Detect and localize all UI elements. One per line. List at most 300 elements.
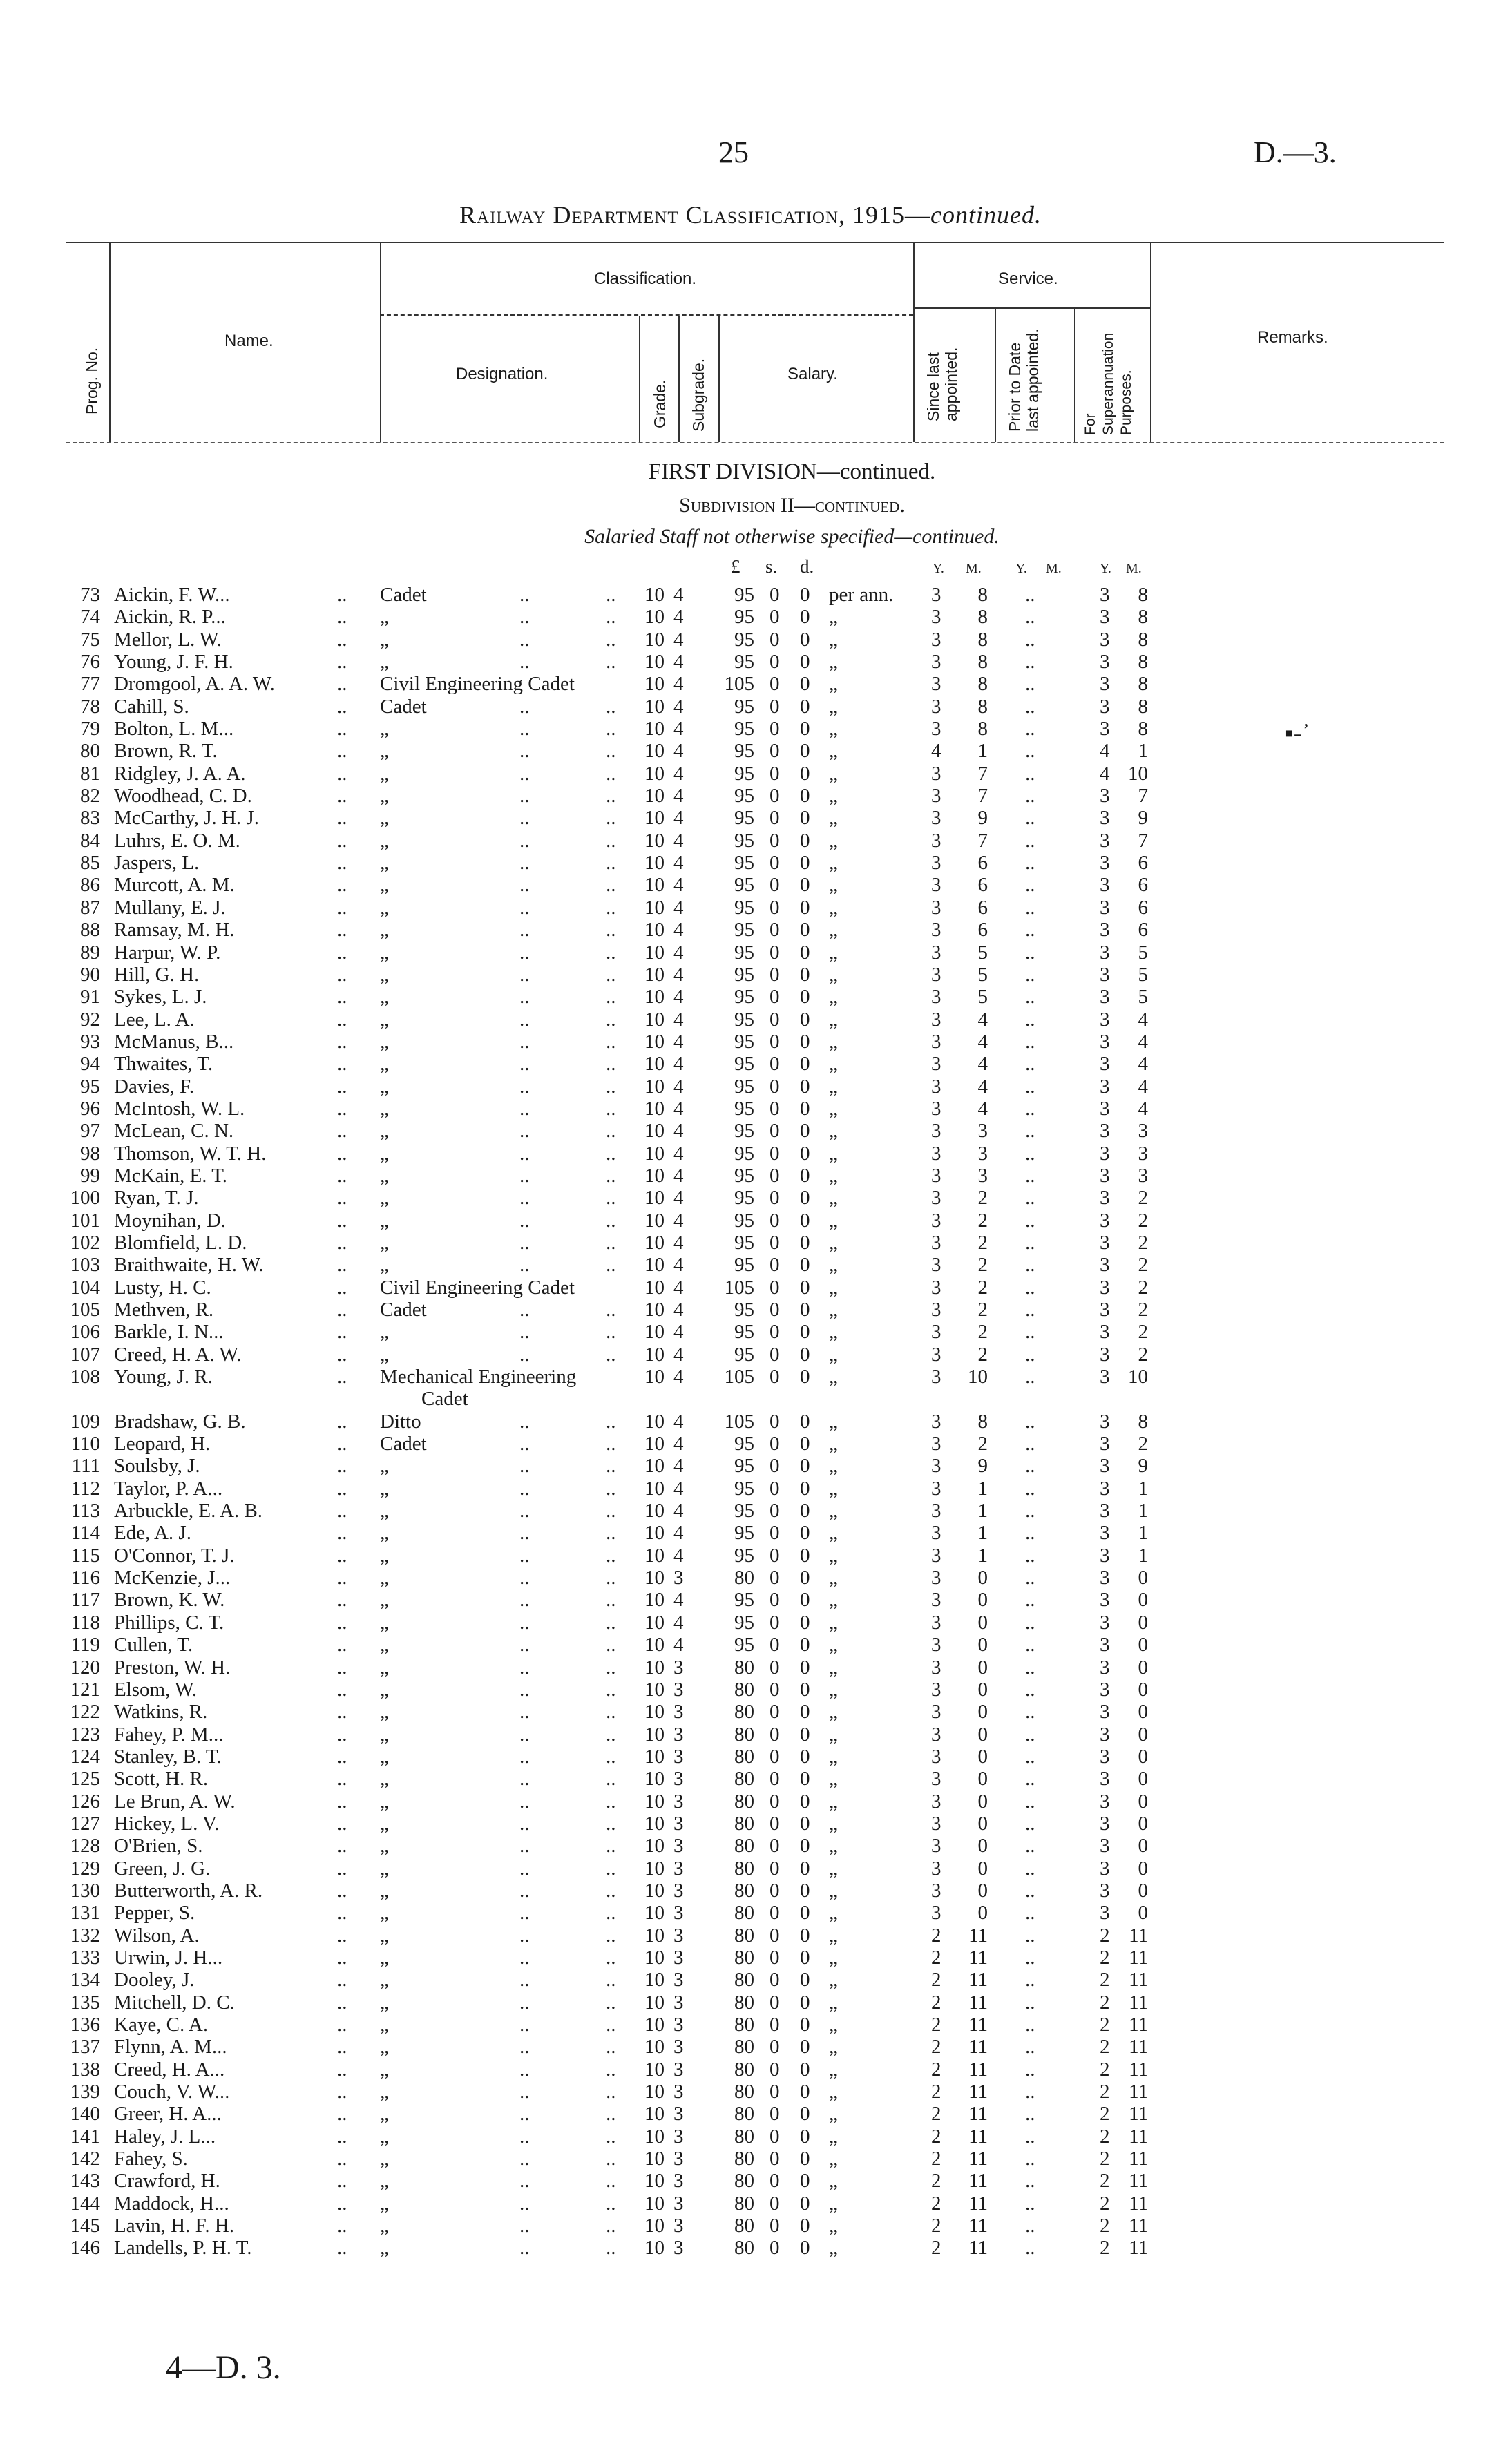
super-months: 11 bbox=[1129, 2215, 1148, 2237]
salary-period: „ bbox=[829, 1946, 838, 1969]
subgrade: 3 bbox=[673, 2215, 684, 2237]
grade: 10 bbox=[644, 2237, 665, 2260]
salary-shillings: 0 bbox=[769, 896, 780, 919]
since-months: 11 bbox=[968, 2081, 988, 2103]
super-months: 0 bbox=[1138, 1701, 1148, 1723]
super-years: 3 bbox=[1100, 1745, 1110, 1768]
leader-dots: .. bbox=[1025, 2237, 1035, 2260]
header-divider-subgrade bbox=[718, 316, 720, 442]
leader-dots: .. bbox=[337, 2125, 347, 2148]
since-years: 3 bbox=[931, 807, 941, 830]
salary-pence: 0 bbox=[800, 1008, 810, 1031]
leader-dots: .. bbox=[337, 1924, 347, 1947]
leader-dots: .. bbox=[337, 1053, 347, 1076]
leader-dots: .. bbox=[1025, 919, 1035, 942]
salary-pence: 0 bbox=[800, 986, 810, 1009]
grade: 10 bbox=[644, 2103, 665, 2126]
grade: 10 bbox=[644, 785, 665, 808]
grade: 10 bbox=[644, 1678, 665, 1701]
staff-name: Sykes, L. J. bbox=[114, 986, 207, 1009]
since-years: 3 bbox=[931, 1835, 941, 1857]
page-title bbox=[0, 200, 1501, 229]
salary-pence: 0 bbox=[800, 829, 810, 852]
table-row bbox=[0, 874, 1501, 896]
salary-pounds: 95 bbox=[734, 1030, 754, 1053]
salary-period: „ bbox=[829, 1544, 838, 1567]
salary-period: „ bbox=[829, 1567, 838, 1589]
salary-pounds: 80 bbox=[734, 1768, 754, 1790]
staff-name: Young, J. F. H. bbox=[114, 651, 233, 674]
since-years: 3 bbox=[931, 1209, 941, 1232]
super-months: 7 bbox=[1138, 785, 1148, 808]
designation: „ bbox=[380, 762, 389, 785]
staff-name: McLean, C. N. bbox=[114, 1120, 234, 1143]
prog-number: 104 bbox=[70, 1276, 100, 1299]
salary-period: „ bbox=[829, 718, 838, 741]
salary-pounds: 105 bbox=[724, 1276, 754, 1299]
leader-dots: .. bbox=[1025, 2103, 1035, 2126]
designation: „ bbox=[380, 1231, 389, 1254]
prog-number: 88 bbox=[80, 919, 100, 942]
leader-dots: .. bbox=[606, 1589, 616, 1612]
grade: 10 bbox=[644, 896, 665, 919]
designation: Ditto bbox=[380, 1410, 421, 1433]
header-bottom-rule bbox=[66, 442, 1444, 443]
designation: „ bbox=[380, 829, 389, 852]
since-months: 7 bbox=[977, 762, 988, 785]
designation: Cadet bbox=[380, 584, 427, 606]
header-divider-prog bbox=[109, 243, 111, 442]
since-months: 10 bbox=[968, 1366, 988, 1388]
since-years: 2 bbox=[931, 1969, 941, 1992]
since-years: 3 bbox=[931, 673, 941, 696]
since-months: 0 bbox=[977, 1611, 988, 1634]
since-months: 2 bbox=[977, 1254, 988, 1277]
leader-dots: .. bbox=[1025, 1366, 1035, 1388]
since-years: 3 bbox=[931, 896, 941, 919]
since-years: 2 bbox=[931, 2192, 941, 2215]
table-row bbox=[0, 1857, 1501, 1880]
leader-dots: .. bbox=[1025, 1187, 1035, 1210]
designation: „ bbox=[380, 628, 389, 651]
salary-period: „ bbox=[829, 1678, 838, 1701]
staff-name: Luhrs, E. O. M. bbox=[114, 829, 240, 852]
salary-shillings: 0 bbox=[769, 1790, 780, 1813]
leader-dots: .. bbox=[1025, 1008, 1035, 1031]
since-years: 3 bbox=[931, 584, 941, 606]
prog-number: 105 bbox=[70, 1299, 100, 1321]
subgrade: 3 bbox=[673, 1745, 684, 1768]
subgrade: 4 bbox=[673, 673, 684, 696]
table-row bbox=[0, 1009, 1501, 1031]
leader-dots: .. bbox=[337, 1030, 347, 1053]
table-row bbox=[0, 1612, 1501, 1634]
subgrade: 3 bbox=[673, 1701, 684, 1723]
leader-dots: .. bbox=[1025, 1946, 1035, 1969]
leader-dots: .. bbox=[606, 2081, 616, 2103]
leader-dots: .. bbox=[519, 762, 530, 785]
staff-name: Fahey, S. bbox=[114, 2148, 188, 2170]
staff-name: Kaye, C. A. bbox=[114, 2014, 209, 2036]
salary-pounds: 95 bbox=[734, 807, 754, 830]
designation: „ bbox=[380, 2058, 389, 2081]
salary-pounds: 80 bbox=[734, 1902, 754, 1925]
super-months: 11 bbox=[1129, 2192, 1148, 2215]
salary-shillings: 0 bbox=[769, 1231, 780, 1254]
staff-name: Thwaites, T. bbox=[114, 1053, 213, 1076]
salary-pounds: 80 bbox=[734, 1745, 754, 1768]
super-years: 3 bbox=[1100, 628, 1110, 651]
grade: 10 bbox=[644, 1410, 665, 1433]
salary-period: „ bbox=[829, 1142, 838, 1165]
leader-dots: .. bbox=[519, 584, 530, 606]
leader-dots: .. bbox=[337, 762, 347, 785]
since-years: 2 bbox=[931, 2036, 941, 2059]
leader-dots: .. bbox=[606, 807, 616, 830]
super-months: 11 bbox=[1129, 1924, 1148, 1947]
salary-pounds: 80 bbox=[734, 2058, 754, 2081]
since-months: 5 bbox=[977, 963, 988, 986]
header-remarks: Remarks. bbox=[1257, 328, 1328, 347]
subgrade: 4 bbox=[673, 718, 684, 741]
super-months: 8 bbox=[1138, 606, 1148, 629]
salary-pence: 0 bbox=[800, 1723, 810, 1746]
table-row bbox=[0, 1433, 1501, 1455]
super-years: 3 bbox=[1100, 829, 1110, 852]
salary-pence: 0 bbox=[800, 1768, 810, 1790]
leader-dots: .. bbox=[337, 1991, 347, 2014]
super-years: 3 bbox=[1100, 1254, 1110, 1277]
grade: 10 bbox=[644, 606, 665, 629]
salary-shillings: 0 bbox=[769, 673, 780, 696]
staff-name: Mullany, E. J. bbox=[114, 896, 226, 919]
prog-number: 124 bbox=[70, 1745, 100, 1768]
header-subgrade: Subgrade. bbox=[689, 358, 707, 432]
designation: „ bbox=[380, 1589, 389, 1612]
super-years: 3 bbox=[1100, 1701, 1110, 1723]
since-years: 2 bbox=[931, 2237, 941, 2260]
leader-dots: .. bbox=[1025, 584, 1035, 606]
designation: „ bbox=[380, 1701, 389, 1723]
leader-dots: .. bbox=[337, 1008, 347, 1031]
designation: „ bbox=[380, 1611, 389, 1634]
staff-name: Wilson, A. bbox=[114, 1924, 200, 1947]
grade: 10 bbox=[644, 1477, 665, 1500]
table-row bbox=[0, 919, 1501, 941]
leader-dots: .. bbox=[519, 1589, 530, 1612]
since-months: 1 bbox=[977, 1522, 988, 1545]
leader-dots: .. bbox=[606, 1500, 616, 1522]
leader-dots: .. bbox=[606, 695, 616, 718]
super-years: 3 bbox=[1100, 1812, 1110, 1835]
salary-period: per ann. bbox=[829, 584, 894, 606]
prog-number: 83 bbox=[80, 807, 100, 830]
salary-shillings: 0 bbox=[769, 762, 780, 785]
salary-period: „ bbox=[829, 2014, 838, 2036]
salary-pounds: 95 bbox=[734, 1231, 754, 1254]
salary-pounds: 80 bbox=[734, 1812, 754, 1835]
leader-dots: .. bbox=[606, 1209, 616, 1232]
super-months: 11 bbox=[1129, 2058, 1148, 2081]
leader-dots: .. bbox=[519, 1500, 530, 1522]
since-years: 3 bbox=[931, 1410, 941, 1433]
subgrade: 4 bbox=[673, 807, 684, 830]
header-for-super: For Superannuation Purposes. bbox=[1082, 332, 1134, 435]
unit-shillings: s. bbox=[765, 556, 778, 577]
salary-pence: 0 bbox=[800, 1097, 810, 1120]
leader-dots: .. bbox=[1025, 762, 1035, 785]
since-months: 4 bbox=[977, 1097, 988, 1120]
leader-dots: .. bbox=[337, 2170, 347, 2193]
subgrade: 4 bbox=[673, 852, 684, 875]
table-row bbox=[0, 1723, 1501, 1746]
leader-dots: .. bbox=[519, 1656, 530, 1679]
since-months: 8 bbox=[977, 673, 988, 696]
table-row bbox=[0, 1187, 1501, 1209]
since-months: 11 bbox=[968, 2036, 988, 2059]
leader-dots: .. bbox=[1025, 1030, 1035, 1053]
since-years: 3 bbox=[931, 1879, 941, 1902]
table-row bbox=[0, 2059, 1501, 2081]
staff-name: Brown, K. W. bbox=[114, 1589, 225, 1612]
salary-pence: 0 bbox=[800, 1991, 810, 2014]
super-months: 11 bbox=[1129, 2103, 1148, 2126]
super-years: 2 bbox=[1100, 2148, 1110, 2170]
leader-dots: .. bbox=[519, 1879, 530, 1902]
leader-dots: .. bbox=[1025, 740, 1035, 763]
salary-period: „ bbox=[829, 2036, 838, 2059]
super-months: 8 bbox=[1138, 673, 1148, 696]
designation: „ bbox=[380, 874, 389, 897]
leader-dots: .. bbox=[1025, 2215, 1035, 2237]
salary-pounds: 95 bbox=[734, 695, 754, 718]
subgrade: 3 bbox=[673, 1857, 684, 1880]
salary-shillings: 0 bbox=[769, 1209, 780, 1232]
salary-pounds: 95 bbox=[734, 1120, 754, 1143]
since-months: 0 bbox=[977, 1723, 988, 1746]
leader-dots: .. bbox=[606, 1030, 616, 1053]
salary-pence: 0 bbox=[800, 1500, 810, 1522]
since-years: 3 bbox=[931, 1433, 941, 1455]
staff-name: Creed, H. A. W. bbox=[114, 1343, 242, 1366]
salary-pence: 0 bbox=[800, 1343, 810, 1366]
leader-dots: .. bbox=[337, 1477, 347, 1500]
subgrade: 4 bbox=[673, 1366, 684, 1388]
table-row bbox=[0, 2036, 1501, 2058]
since-months: 11 bbox=[968, 2148, 988, 2170]
designation: „ bbox=[380, 1812, 389, 1835]
designation: Civil Engineering Cadet bbox=[380, 1276, 575, 1299]
prog-number: 113 bbox=[70, 1500, 100, 1522]
subgrade: 4 bbox=[673, 1008, 684, 1031]
super-months: 2 bbox=[1138, 1209, 1148, 1232]
leader-dots: .. bbox=[1025, 963, 1035, 986]
since-months: 5 bbox=[977, 941, 988, 964]
leader-dots: .. bbox=[337, 1567, 347, 1589]
salary-pence: 0 bbox=[800, 2103, 810, 2126]
leader-dots: .. bbox=[1025, 1723, 1035, 1746]
leader-dots: .. bbox=[606, 1611, 616, 1634]
super-months: 0 bbox=[1138, 1723, 1148, 1746]
leader-dots: .. bbox=[606, 874, 616, 897]
salary-pounds: 105 bbox=[724, 673, 754, 696]
leader-dots: .. bbox=[606, 963, 616, 986]
leader-dots: .. bbox=[519, 963, 530, 986]
header-classification: Classification. bbox=[594, 269, 697, 288]
table-row bbox=[0, 1210, 1501, 1232]
grade: 10 bbox=[644, 1857, 665, 1880]
leader-dots: .. bbox=[1025, 1455, 1035, 1478]
leader-dots: .. bbox=[337, 606, 347, 629]
since-years: 3 bbox=[931, 1589, 941, 1612]
salary-pounds: 95 bbox=[734, 1097, 754, 1120]
grade: 10 bbox=[644, 1544, 665, 1567]
leader-dots: .. bbox=[1025, 807, 1035, 830]
super-years: 3 bbox=[1100, 1321, 1110, 1344]
leader-dots: .. bbox=[606, 1343, 616, 1366]
salary-period: „ bbox=[829, 740, 838, 763]
unit-since-months: M. bbox=[966, 561, 982, 576]
leader-dots: .. bbox=[606, 1879, 616, 1902]
staff-name: Preston, W. H. bbox=[114, 1656, 231, 1679]
since-months: 8 bbox=[977, 718, 988, 741]
table-row bbox=[0, 1567, 1501, 1589]
salary-shillings: 0 bbox=[769, 1455, 780, 1478]
since-months: 0 bbox=[977, 1656, 988, 1679]
salary-pence: 0 bbox=[800, 1231, 810, 1254]
super-years: 3 bbox=[1100, 1008, 1110, 1031]
table-row bbox=[0, 1790, 1501, 1813]
super-years: 3 bbox=[1100, 1120, 1110, 1143]
salary-shillings: 0 bbox=[769, 1768, 780, 1790]
designation: „ bbox=[380, 1008, 389, 1031]
salary-pence: 0 bbox=[800, 941, 810, 964]
table-row bbox=[0, 1969, 1501, 1991]
salary-period: „ bbox=[829, 807, 838, 830]
since-months: 0 bbox=[977, 1835, 988, 1857]
salary-pounds: 95 bbox=[734, 941, 754, 964]
leader-dots: .. bbox=[1025, 1164, 1035, 1187]
leader-dots: .. bbox=[337, 1187, 347, 1210]
header-divider-service bbox=[1150, 243, 1151, 442]
prog-number: 93 bbox=[80, 1030, 100, 1053]
leader-dots: .. bbox=[519, 1812, 530, 1835]
leader-dots: .. bbox=[1025, 852, 1035, 875]
leader-dots: .. bbox=[519, 1946, 530, 1969]
salary-pounds: 95 bbox=[734, 1611, 754, 1634]
leader-dots: .. bbox=[606, 1857, 616, 1880]
super-months: 8 bbox=[1138, 628, 1148, 651]
leader-dots: .. bbox=[1025, 1075, 1035, 1098]
designation: „ bbox=[380, 1567, 389, 1589]
prog-number: 123 bbox=[70, 1723, 100, 1746]
since-months: 0 bbox=[977, 1857, 988, 1880]
grade: 10 bbox=[644, 740, 665, 763]
salary-shillings: 0 bbox=[769, 1030, 780, 1053]
prog-number: 102 bbox=[70, 1231, 100, 1254]
salary-pounds: 95 bbox=[734, 1477, 754, 1500]
subgrade: 4 bbox=[673, 1343, 684, 1366]
subgrade: 4 bbox=[673, 1321, 684, 1344]
prog-number: 142 bbox=[70, 2148, 100, 2170]
staff-name: Hickey, L. V. bbox=[114, 1812, 220, 1835]
leader-dots: .. bbox=[1025, 718, 1035, 741]
salary-period: „ bbox=[829, 673, 838, 696]
table-row bbox=[0, 1880, 1501, 1902]
grade: 10 bbox=[644, 1231, 665, 1254]
leader-dots: .. bbox=[606, 762, 616, 785]
salary-pence: 0 bbox=[800, 1321, 810, 1344]
subgrade: 3 bbox=[673, 1946, 684, 1969]
leader-dots: .. bbox=[337, 1522, 347, 1545]
salary-shillings: 0 bbox=[769, 1924, 780, 1947]
leader-dots: .. bbox=[606, 1522, 616, 1545]
prog-number: 76 bbox=[80, 651, 100, 674]
leader-dots: .. bbox=[337, 919, 347, 942]
leader-dots: .. bbox=[519, 2148, 530, 2170]
salary-shillings: 0 bbox=[769, 807, 780, 830]
leader-dots: .. bbox=[1025, 1745, 1035, 1768]
subgrade: 4 bbox=[673, 896, 684, 919]
prog-number: 122 bbox=[70, 1701, 100, 1723]
unit-super-years: Y. bbox=[1100, 561, 1111, 576]
salary-period: „ bbox=[829, 2237, 838, 2260]
salary-pounds: 80 bbox=[734, 2036, 754, 2059]
since-months: 6 bbox=[977, 919, 988, 942]
leader-dots: .. bbox=[606, 651, 616, 674]
since-months: 11 bbox=[968, 2215, 988, 2237]
salary-pounds: 80 bbox=[734, 1835, 754, 1857]
super-years: 3 bbox=[1100, 1902, 1110, 1925]
salary-period: „ bbox=[829, 1745, 838, 1768]
header-designation: Designation. bbox=[456, 365, 548, 383]
leader-dots: .. bbox=[519, 1410, 530, 1433]
salary-pence: 0 bbox=[800, 1075, 810, 1098]
salary-shillings: 0 bbox=[769, 2058, 780, 2081]
salary-period: „ bbox=[829, 941, 838, 964]
designation-continued: Cadet bbox=[421, 1388, 468, 1411]
staff-name: Landells, P. H. T. bbox=[114, 2237, 252, 2260]
grade: 10 bbox=[644, 874, 665, 897]
prog-number: 137 bbox=[70, 2036, 100, 2059]
leader-dots: .. bbox=[606, 1902, 616, 1925]
header-divider-prior bbox=[1074, 309, 1075, 442]
since-years: 2 bbox=[931, 2081, 941, 2103]
salary-shillings: 0 bbox=[769, 785, 780, 808]
since-months: 4 bbox=[977, 1008, 988, 1031]
super-months: 2 bbox=[1138, 1321, 1148, 1344]
leader-dots: .. bbox=[606, 1142, 616, 1165]
salary-pence: 0 bbox=[800, 1299, 810, 1321]
table-row bbox=[0, 1277, 1501, 1299]
leader-dots: .. bbox=[606, 1455, 616, 1478]
subgrade: 4 bbox=[673, 1142, 684, 1165]
salary-period: „ bbox=[829, 2125, 838, 2148]
since-years: 3 bbox=[931, 1790, 941, 1813]
designation: „ bbox=[380, 651, 389, 674]
salary-pounds: 95 bbox=[734, 1164, 754, 1187]
grade: 10 bbox=[644, 829, 665, 852]
unit-prior-months: M. bbox=[1046, 561, 1062, 576]
staff-name: Ryan, T. J. bbox=[114, 1187, 199, 1210]
leader-dots: .. bbox=[337, 1902, 347, 1925]
prog-number: 92 bbox=[80, 1008, 100, 1031]
salary-shillings: 0 bbox=[769, 2103, 780, 2126]
salary-pence: 0 bbox=[800, 1254, 810, 1277]
super-months: 6 bbox=[1138, 852, 1148, 875]
prog-number: 127 bbox=[70, 1812, 100, 1835]
leader-dots: .. bbox=[606, 2103, 616, 2126]
